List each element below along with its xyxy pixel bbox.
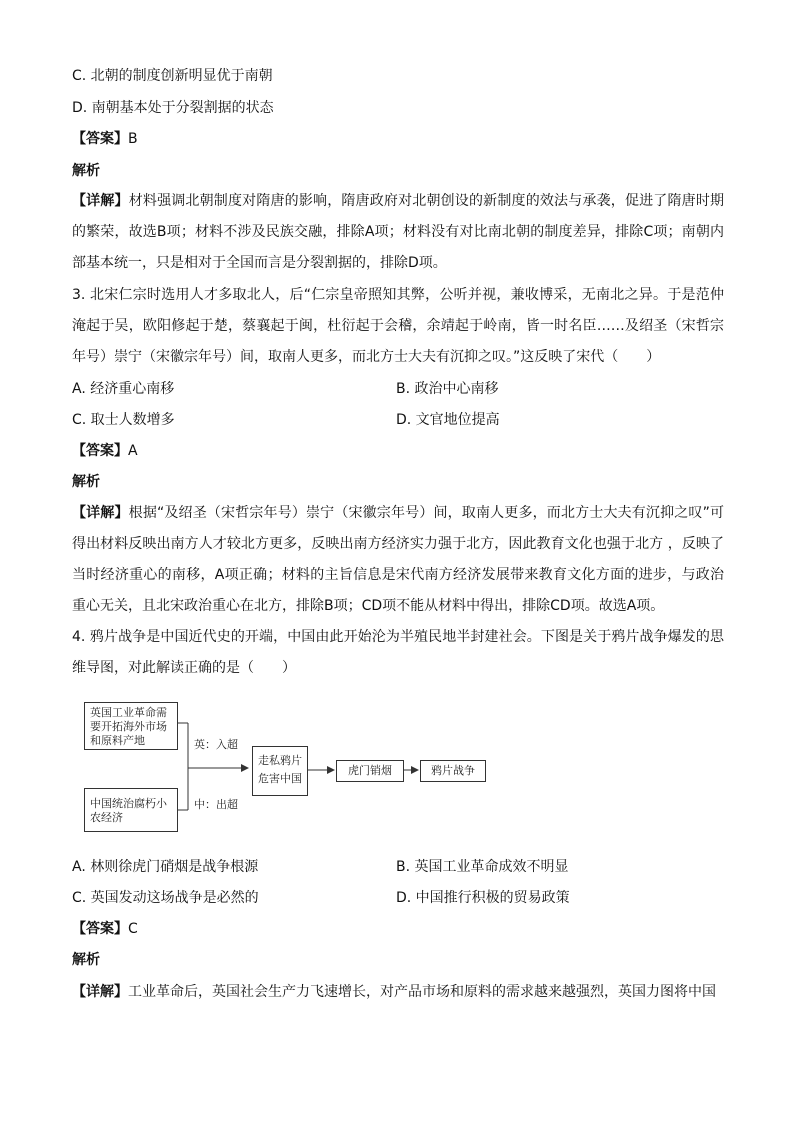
detail-text: 材料强调北朝制度对隋唐的影响，隋唐政府对北朝创设的新制度的效法与承袭，促进了隋唐时期的繁荣，故选B项；材料不涉及民族交融，排除A项；材料没有对比南北朝的制度差异，排除C项；南朝内部基本统一，只是相对于全国而言是分裂割据的，排除D项。	[72, 193, 725, 271]
detail-tag: 【详解】	[72, 193, 129, 209]
q4-answer	[72, 919, 138, 939]
q4-option-c: C. 英国发动这场战争是必然的	[72, 890, 259, 906]
answer-value: B	[128, 131, 138, 147]
answer-tag: 【答案】	[72, 131, 128, 147]
q2-answer	[72, 129, 138, 149]
q2-option-d: D. 南朝基本处于分裂割据的状态	[72, 100, 274, 116]
q4-stem: 4. 鸦片战争是中国近代史的开端，中国由此开始沦为半殖民地半封建社会。下图是关于鸦片战争爆发的思维导图，对此解读正确的是（ ）	[72, 629, 724, 676]
detail-text: 根据“及绍圣（宋哲宗年号）崇宁（宋徽宗年号）间，取南人更多，而北方士大夫有沉抑之叹”可得出材料反映出南方人才较北方更多，反映出南方经济实力强于北方，因此教育文化也强于北方 ，反映了当时经济重心的南移，A项正确；材料的主旨信息是宋代南方经济发展带来教育文化方面的进步，与政治重心无关，且北宋政治重心在北方，排除B项；CD项不能从材料中得出，排除CD项。故选A项。	[72, 505, 724, 614]
q4-detail	[72, 982, 716, 1002]
edge-label-britain: 英：入超	[194, 738, 238, 751]
q3-detail	[72, 498, 724, 622]
detail-tag: 【详解】	[72, 505, 129, 521]
q3-stem: 3. 北宋仁宗时选用人才多取北人，后“仁宗皇帝照知其弊，公听并视，兼收博采，无南北之异。于是范仲淹起于吴，欧阳修起于楚，蔡襄起于闽，杜衍起于会稽，余靖起于岭南，皆一时名臣……及绍圣（宋哲宗年号）崇宁（宋徽宗年号）间，取南人更多，而北方士大夫有沉抑之叹。”这反映了宋代（ ）	[72, 287, 724, 365]
q3-option-d: D. 文官地位提高	[396, 412, 500, 428]
q2-option-c: C. 北朝的制度创新明显优于南朝	[72, 68, 273, 84]
q4-analysis-heading: 解析	[72, 952, 100, 968]
node-british-industrial-revolution: 英国工业革命需要开拓海外市场和原料产地	[84, 702, 178, 750]
mind-map-diagram	[80, 700, 500, 840]
answer-tag: 【答案】	[72, 921, 128, 937]
q3-analysis-heading: 解析	[72, 474, 100, 490]
q4-option-b: B. 英国工业革命成效不明显	[396, 859, 569, 875]
q2-detail	[72, 186, 724, 279]
answer-value: C	[128, 921, 138, 937]
node-humen-destruction: 虎门销烟	[336, 760, 404, 782]
q3-option-c: C. 取士人数增多	[72, 412, 175, 428]
node-opium-smuggling: 走私鸦片 危害中国	[252, 746, 308, 796]
answer-value: A	[128, 443, 138, 459]
answer-tag: 【答案】	[72, 443, 128, 459]
node-opium-war: 鸦片战争	[420, 760, 486, 782]
q3-option-b: B. 政治中心南移	[396, 381, 499, 397]
q4-option-d: D. 中国推行积极的贸易政策	[396, 890, 570, 906]
q3-answer	[72, 441, 138, 461]
q2-analysis-heading: 解析	[72, 163, 100, 179]
detail-tag: 【详解】	[72, 984, 128, 1000]
q3-option-a: A. 经济重心南移	[72, 381, 175, 397]
detail-text: 工业革命后，英国社会生产力飞速增长，对产品市场和原料的需求越来越强烈，英国力图将中国	[128, 984, 716, 1000]
q4-option-a: A. 林则徐虎门硝烟是战争根源	[72, 859, 259, 875]
node-china-decay: 中国统治腐朽小农经济	[84, 788, 178, 832]
edge-label-china: 中：出超	[194, 798, 238, 811]
